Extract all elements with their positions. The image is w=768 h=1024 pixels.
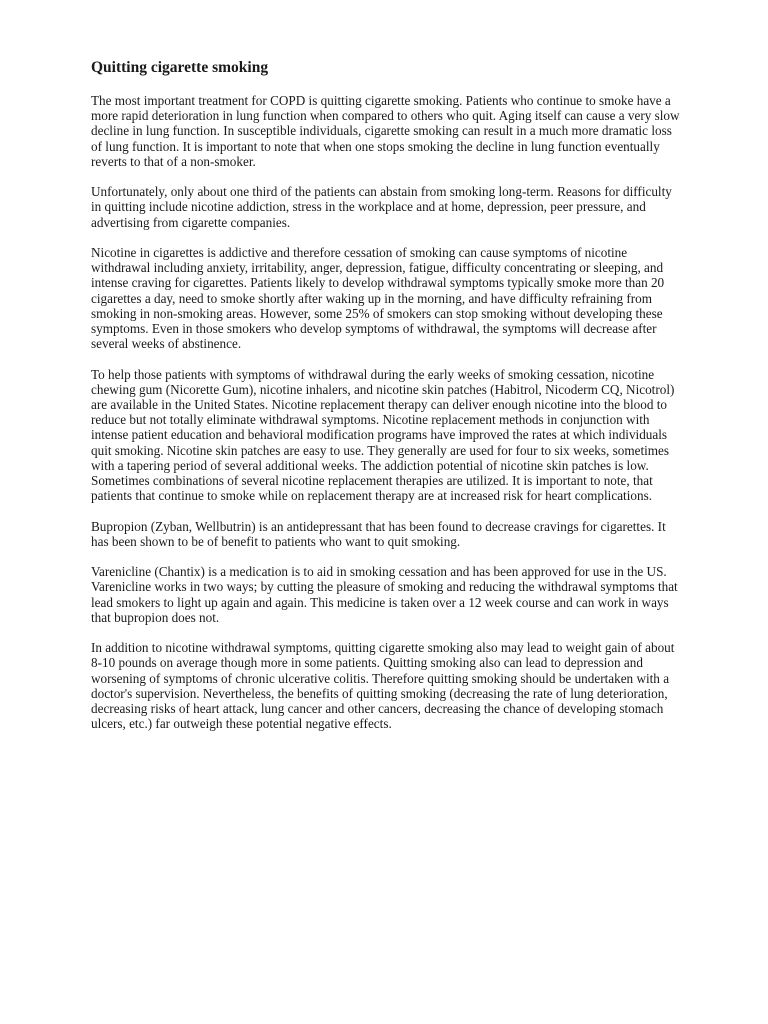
paragraph-side-effects: In addition to nicotine withdrawal symptoms, quitting cigarette smoking also may lead to weight gain of about 8-10 pounds on average though more in some patients. Quitting smoking also can lead to depression and worsening of symptoms of chronic ulcerative colitis. Therefore quitting smoking should be undertaken with a doctor's supervision. Nevertheless, the benefits of quitting smoking (decreasing the rate of lung deterioration, decreasing risks of heart attack, lung cancer and other cancers, decreasing the chance of developing stomach ulcers, etc.) far outweigh these potential negative effects. — [91, 640, 675, 732]
paragraph-bupropion: Bupropion (Zyban, Wellbutrin) is an antidepressant that has been found to decrease cravings for cigarettes. It has been shown to be of benefit to patients who want to quit smoking. — [91, 518, 666, 549]
paragraph-abstain-difficulty: Unfortunately, only about one third of the patients can abstain from smoking long-term. Reasons for difficulty in quitting include nicotine addiction, stress in the workplace and at home, depression, peer pressure, and advertising from cigarette companies. — [91, 184, 672, 230]
document-page — [91, 58, 685, 747]
paragraph-nicotine-replacement: To help those patients with symptoms of withdrawal during the early weeks of smoking cessation, nicotine chewing gum (Nicorette Gum), nicotine inhalers, and nicotine skin patches (Habitrol, Nicoderm CQ, Nicotrol) are available in the United States. Nicotine replacement therapy can deliver enough nicotine into the blood to reduce but not totally eliminate withdrawal symptoms. Nicotine replacement methods in conjunction with intense patient education and behavioral modification programs have improved the rates at which individuals quit smoking. Nicotine skin patches are easy to use. They generally are used for four to six weeks, sometimes with a tapering period of several additional weeks. The addiction potential of nicotine skin patches is low. Sometimes combinations of several nicotine replacement therapies are utilized. It is important to note, that patients that continue to smoke while on replacement therapy are at increased risk for heart complications. — [91, 366, 675, 504]
paragraph-copd-treatment: The most important treatment for COPD is quitting cigarette smoking. Patients who continue to smoke have a more rapid deterioration in lung function when compared to others who quit. Aging itself can cause a very slow decline in lung function. In susceptible individuals, cigarette smoking can result in a much more dramatic loss of lung function. It is important to note that when one stops smoking the decline in lung function eventually reverts to that of a non-smoker. — [91, 93, 680, 169]
paragraph-nicotine-withdrawal: Nicotine in cigarettes is addictive and therefore cessation of smoking can cause symptoms of nicotine withdrawal including anxiety, irritability, anger, depression, fatigue, difficulty concentrating or sleeping, and intense craving for cigarettes. Patients likely to develop withdrawal symptoms typically smoke more than 20 cigarettes a day, need to smoke shortly after waking up in the morning, and have difficulty refraining from smoking in non-smoking areas. However, some 25% of smokers can stop smoking without developing these symptoms. Even in those smokers who develop symptoms of withdrawal, the symptoms will decrease after several weeks of abstinence. — [91, 245, 665, 352]
document-title: Quitting cigarette smoking — [91, 59, 269, 76]
paragraph-varenicline: Varenicline (Chantix) is a medication is to aid in smoking cessation and has been approved for use in the US. Varenicline works in two ways; by cutting the pleasure of smoking and reducing the withdrawal symptoms that lead smokers to light up again and again. This medicine is taken over a 12 week course and can work in ways that bupropion does not. — [91, 564, 678, 625]
